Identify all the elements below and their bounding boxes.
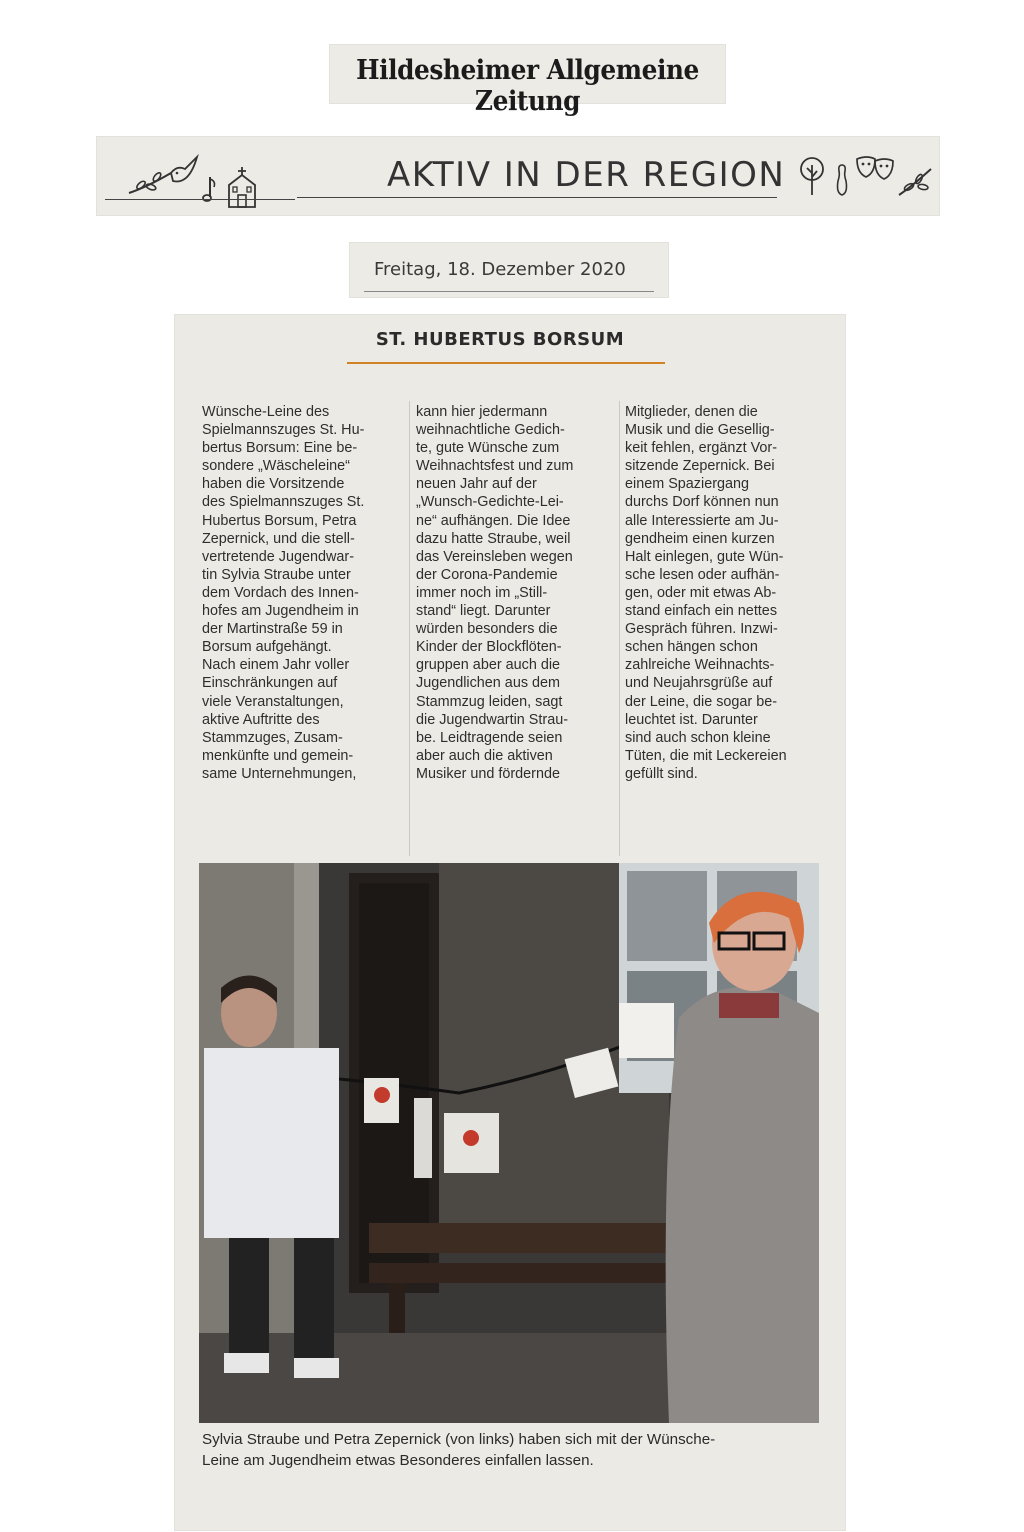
banner-underline <box>297 197 777 198</box>
church-icon <box>223 165 261 209</box>
masthead-clipping <box>330 45 725 117</box>
column-divider <box>409 401 410 856</box>
column-divider <box>619 401 620 856</box>
region-title: AKTIV IN DER REGION <box>387 155 786 195</box>
article-clipping <box>175 315 845 1530</box>
banner-underline-left <box>105 199 295 200</box>
article-photo <box>199 863 819 1423</box>
newspaper-title: Hildesheimer Allgemeine Zeitung <box>356 55 699 117</box>
photo-caption: Sylvia Straube und Petra Zepernick (von links) haben sich mit der Wünsche- Leine am Jugendheim etwas Besonderes einfallen lassen. <box>202 1431 716 1469</box>
region-banner <box>97 137 939 215</box>
branch-icon <box>897 165 933 199</box>
article-column-2: kann hier jedermann weihnachtliche Gedich- te, gute Wünsche zum Weihnachtsfest und zum neuen Jahr auf der „Wunsch-Gedichte-Lei- ne“ aufhängen. Die Idee dazu hatte Straube, weil das Vereinsleben wegen der Corona-Pandemie immer noch im „Still- stand“ liegt. Darunter würden besonders die Kinder der Blockflöten- gruppen aber auch die Jugendlichen aus dem Stammzug leiden, sagt die Jugendwartin Strau- be. Leidtragende seien aber auch die aktiven Musiker und fördernde <box>416 404 574 782</box>
section-heading: ST. HUBERTUS BORSUM <box>375 329 625 350</box>
article-column-1: Wünsche-Leine des Spielmannszuges St. Hu- bertus Borsum: Eine be- sondere „Wäscheleine“ haben die Vorsitzende des Spielmannszuges St. Hubertus Borsum, Petra Zepernick, und die stell- vertretende Jugendwar- tin Sylvia Straube unter dem Vordach des Innen- hofes am Jugendheim in der Martinstraße 59 in Borsum aufgehängt. Nach einem Jahr voller Einschränkungen auf viele Veranstaltungen, aktive Auftritte des Stammzuges, Zusam- menkünfte und gemein- same Unternehmungen, <box>202 404 365 782</box>
publication-date: Freitag, 18. Dezember 2020 <box>374 259 626 280</box>
theater-masks-icon <box>855 155 895 185</box>
article-column-3: Mitglieder, denen die Musik und die Gesellig- keit fehlen, ergänzt Vor- sitzende Zepernick. Bei einem Spaziergang durchs Dorf können nun alle Interessierte am Ju- gendheim einen kurzen Halt einlegen, gute Wün- sche lesen oder aufhän- gen, oder mit etwas Ab- stand einfach ein nettes Gespräch führen. Inzwi- schen hängen schon zahlreiche Weihnachts- und Neujahrsgrüße auf der Leine, die sogar be- leuchtet ist. Darunter sind auch schon kleine Tüten, die mit Leckereien gefüllt sind. <box>625 404 787 782</box>
date-clipping <box>350 243 668 297</box>
music-note-icon <box>200 175 218 205</box>
tree-icon <box>797 155 827 197</box>
bowling-pin-icon <box>834 163 850 197</box>
section-underline <box>347 362 665 364</box>
dove-icon <box>167 153 201 189</box>
date-underline <box>364 291 654 292</box>
